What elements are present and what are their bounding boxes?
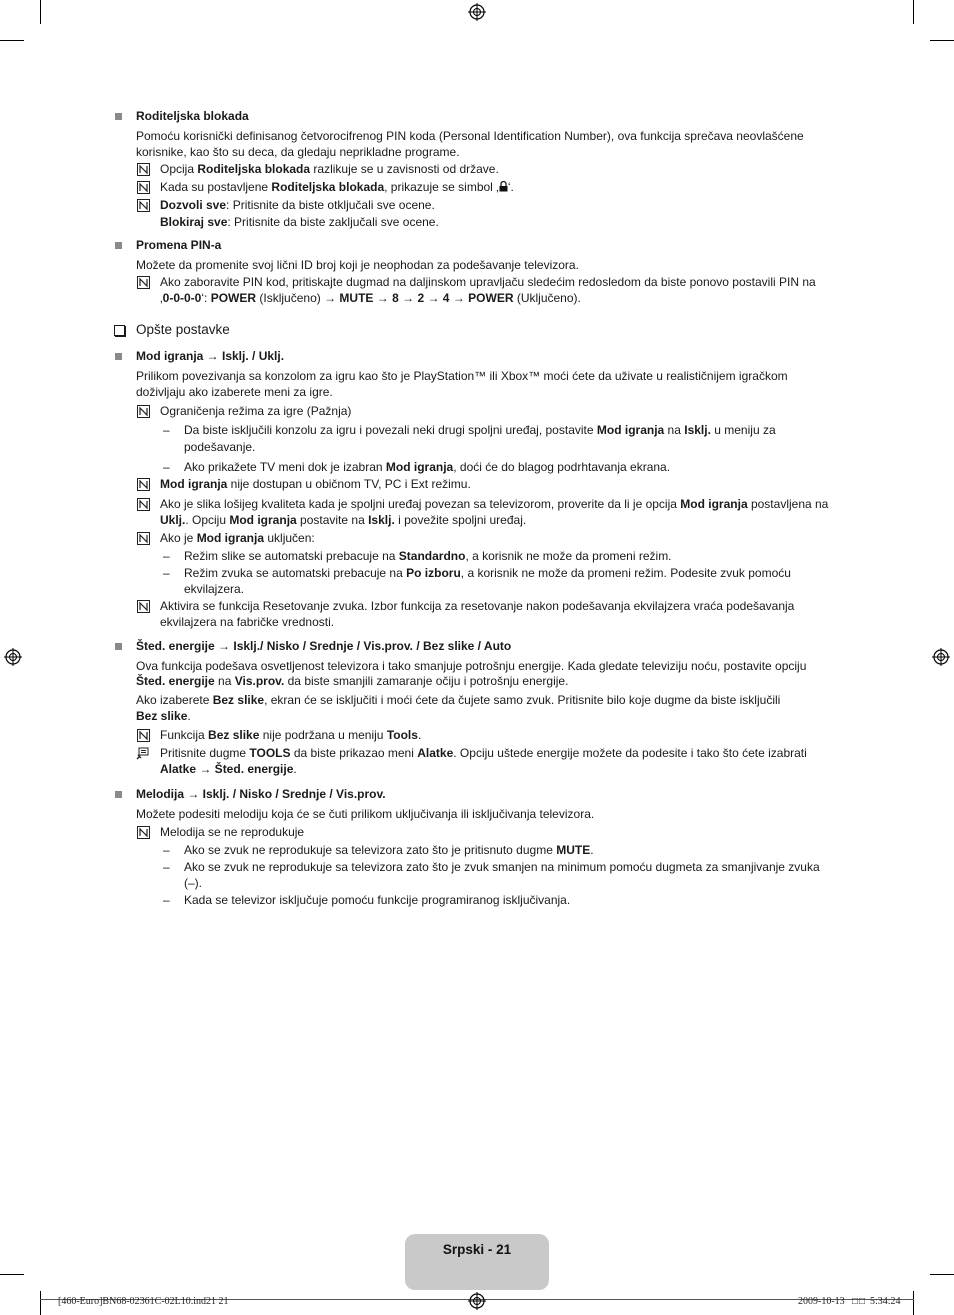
note-text: Ako je slika lošijeg kvaliteta kada je spoljni uređaj povezan sa televizorom, proverite da li je opcija Mod igranja postavljena na: [160, 497, 829, 511]
section-heading: Melodija → Isklj. / Nisko / Srednje / Vis.prov.: [136, 787, 386, 801]
note-icon: [137, 181, 150, 194]
crop-mark: [40, 0, 41, 24]
crop-mark: [0, 1274, 24, 1275]
list-item: Ako prikažete TV meni dok je izabran Mod igranja, doći će do blagog podrhtavanja ekrana.: [184, 460, 671, 474]
note-text: Ograničenja režima za igre (Pažnja): [160, 404, 352, 418]
list-item: ekvilajzera.: [184, 582, 245, 596]
list-item: Ako se zvuk ne reprodukuje sa televizora zato što je pritisnuto dugme MUTE.: [184, 843, 594, 857]
paragraph: Pomoću korisnički definisanog četvorocifrenog PIN koda (Personal Identification Number), ova funkcija sprečava neovlašćene: [136, 129, 804, 143]
dash-bullet: –: [163, 843, 170, 857]
paragraph: Šted. energije na Vis.prov. da biste smanjili zamaranje očiju i potrošnju energije.: [136, 674, 569, 688]
note-text: Blokiraj sve: Pritisnite da biste zaključali sve ocene.: [160, 215, 439, 229]
note-text: ‚0-0-0-0‘: POWER (Isključeno) → MUTE → 8 → 2 → 4 → POWER (Uključeno).: [160, 291, 581, 305]
dash-bullet: –: [163, 566, 170, 580]
crop-mark: [40, 1291, 41, 1315]
paragraph: Bez slike.: [136, 709, 191, 723]
list-item: (–).: [184, 876, 202, 890]
dash-bullet: –: [163, 549, 170, 563]
crop-mark: [930, 40, 954, 41]
note-text: Ako je Mod igranja uključen:: [160, 531, 315, 545]
paragraph: Ova funkcija podešava osvetljenost televizora i tako smanjuje potrošnju energije. Kada gledate televiziju noću, postavite opciju: [136, 659, 807, 673]
slug-date: 2009-10-13: [798, 1296, 845, 1307]
crop-mark: [913, 0, 914, 24]
crop-mark: [930, 1274, 954, 1275]
note-text: Ako zaboravite PIN kod, pritiskajte dugmad na daljinskom upravljaču sledećim redosledom da biste ponovo postavili PIN na: [160, 275, 816, 289]
note-icon: [137, 405, 150, 418]
list-item: Režim slike se automatski prebacuje na Standardno, a korisnik ne može da promeni režim.: [184, 549, 672, 563]
paragraph: Možete da promenite svoj lični ID broj koji je neophodan za podešavanje televizora.: [136, 258, 579, 272]
checkbox-icon: [114, 325, 125, 336]
tools-icon: [136, 747, 149, 760]
dash-bullet: –: [163, 460, 170, 474]
section-heading: Mod igranja → Isklj. / Uklj.: [136, 349, 285, 363]
note-text: ekvilajzera na fabričke vrednosti.: [160, 615, 335, 629]
section-heading: Promena PIN-a: [136, 238, 222, 252]
page-number: Srpski - 21: [442, 1242, 512, 1257]
crop-mark: [913, 1291, 914, 1315]
file-slug: [460-Euro]BN68-02361C-02L10.ind21 21: [58, 1296, 229, 1307]
paragraph: Prilikom povezivanja sa konzolom za igru kao što je PlayStation™ ili Xbox™ moći ćete da uživate u realističnijem igračkom: [136, 369, 788, 383]
subsection-title: Opšte postavke: [136, 322, 230, 337]
list-item: Režim zvuka se automatski prebacuje na Po izboru, a korisnik ne može da promeni režim. Podesite zvuk pomoću: [184, 566, 791, 580]
note-icon: [137, 532, 150, 545]
paragraph: Ako izaberete Bez slike, ekran će se isključiti i moći ćete da čujete samo zvuk. Pritisnite bilo koje dugme da biste isključili: [136, 693, 781, 707]
section-heading: Šted. energije → Isklj./ Nisko / Srednje / Vis.prov. / Bez slike / Auto: [136, 639, 512, 653]
note-text: Aktivira se funkcija Resetovanje zvuka. Izbor funkcija za resetovanje nakon podešavanja ekvilajzera vraća podešavanja: [160, 599, 795, 613]
crop-mark: [0, 40, 24, 41]
slug-time: 5:34:24: [870, 1296, 901, 1307]
section-heading: Roditeljska blokada: [136, 109, 249, 123]
note-icon: [137, 729, 150, 742]
note-text: Mod igranja nije dostupan u običnom TV, PC i Ext režimu.: [160, 477, 471, 491]
registration-mark-icon: [4, 648, 22, 666]
note-icon: [137, 600, 150, 613]
list-item: Kada se televizor isključuje pomoću funkcije programiranog isključivanja.: [184, 893, 571, 907]
square-bullet-icon: [115, 643, 122, 650]
note-icon: [137, 498, 150, 511]
paragraph: doživljaju ako izaberete meni za igre.: [136, 385, 333, 399]
note-text: Uklj.. Opciju Mod igranja postavite na Isklj. i povežite spoljni uređaj.: [160, 513, 527, 527]
paragraph: korisnike, kao što su deca, da gledaju neprikladne programe.: [136, 145, 460, 159]
list-item: Da biste isključili konzolu za igru i povezali neki drugi spoljni uređaj, postavite Mod igranja na Isklj. u meniju za: [184, 423, 776, 437]
note-icon: [137, 276, 150, 289]
lock-icon: [499, 181, 508, 192]
paragraph: Možete podesiti melodiju koja će se čuti prilikom uključivanja ili isključivanja televizora.: [136, 807, 595, 821]
note-text: Dozvoli sve: Pritisnite da biste otključali sve ocene.: [160, 198, 435, 212]
tip-text: Pritisnite dugme TOOLS da biste prikazao meni Alatke. Opciju uštede energije možete da podesite i tako što ćete izabrati: [160, 746, 807, 760]
registration-mark-icon: [932, 648, 950, 666]
note-icon: [137, 199, 150, 212]
note-icon: [137, 163, 150, 176]
registration-mark-icon: [468, 1292, 486, 1310]
list-item: Ako se zvuk ne reprodukuje sa televizora zato što je zvuk smanjen na minimum pomoću dugmeta za smanjivanje zvuka: [184, 860, 820, 874]
square-bullet-icon: [115, 242, 122, 249]
dash-bullet: –: [163, 423, 170, 437]
note-text: Kada su postavljene Roditeljska blokada, prikazuje se simbol ‚ ‘.: [160, 180, 514, 194]
tip-text: Alatke → Šted. energije.: [160, 762, 297, 776]
square-bullet-icon: [115, 113, 122, 120]
note-text: Opcija Roditeljska blokada razlikuje se u zavisnosti od države.: [160, 162, 499, 176]
note-icon: [137, 478, 150, 491]
square-bullet-icon: [115, 353, 122, 360]
dash-bullet: –: [163, 860, 170, 874]
note-text: Funkcija Bez slike nije podržana u meniju Tools.: [160, 728, 422, 742]
slug-glyphs: □□: [852, 1296, 867, 1307]
note-icon: [137, 826, 150, 839]
square-bullet-icon: [115, 791, 122, 798]
dash-bullet: –: [163, 893, 170, 907]
list-item: podešavanje.: [184, 440, 256, 454]
registration-mark-icon: [468, 3, 486, 21]
note-text: Melodija se ne reprodukuje: [160, 825, 305, 839]
